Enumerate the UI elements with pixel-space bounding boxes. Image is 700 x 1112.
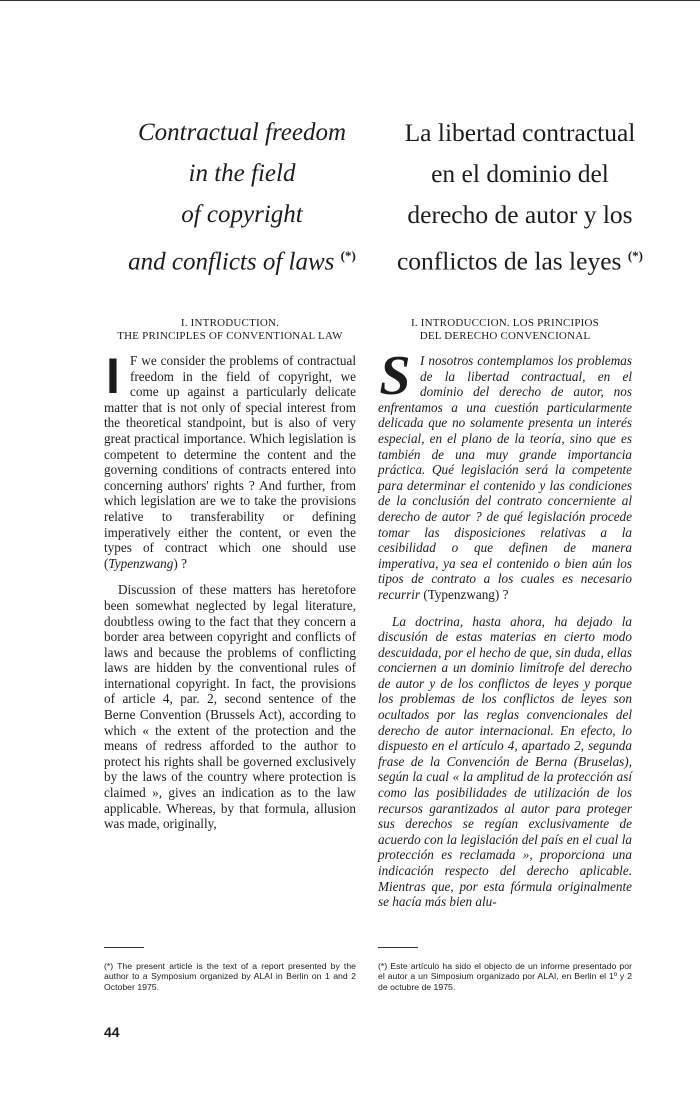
footnote-rule-es — [378, 947, 418, 948]
footnote-en: (*) The present article is the text of a report presented by the author to a Symposium organized by ALAI in Berlin on 1 and 2 October 1975. — [104, 961, 356, 992]
paragraph-en-2: Discussion of these matters has heretofore been somewhat neglected by legal literature, doubtless owing to the fact that they concern a border area between copyright and conflicts of laws and because the problems of conflicting laws are hidden by the conventional rules of international copyright. In fact, the provisions of article 4, par. 2, second sentence of the Berne Convention (Brussels Act), according to which « the extent of the protection and the means of redress afforded to the author to protect his rights shall be governed exclusively by the laws of the country where protection is claimed », gives an indication as to the law applicable. Whereas, by that formula, allusion was made, originally, — [104, 582, 356, 832]
top-rule — [0, 0, 700, 1]
paragraph-es-2: La doctrina, hasta ahora, ha dejado la discusión de estas materias en cierto modo descuidada, por el hecho de que, sin duda, ellas conciernen a un dominio limítrofe del derecho de autor y de los conflictos de leyes y porque los problemas de los conflictos de leyes son ocultados por las reglas convencionales del derecho de autor internacional. En efecto, lo dispuesto en el artículo 4, apartado 2, segunda frase de la Convención de Berna (Bruselas), según la cual « la amplitud de la protección así como las posibilidades de utilización de los recursos garantizados al autor para proteger sus derechos se regían exclusivamente de acuerdo con la legislación del país en el cual la protección es reclamada », proporciona una indicación respecto del derecho aplicable. Mientras que, por esta fórmula originalmente se hacía más bien alu- — [378, 613, 632, 910]
section-heading-en — [104, 317, 356, 343]
title-es-line-1: La libertad contractual — [404, 118, 636, 147]
title-en-line-1: Contractual freedom — [137, 119, 347, 146]
title-spanish — [376, 112, 664, 282]
footnote-rule-en — [104, 947, 144, 948]
page-number: 44 — [104, 1024, 120, 1040]
title-es-line-4-text: conflictos de las leyes — [396, 246, 622, 276]
title-es-line-2: en el dominio del — [431, 159, 609, 188]
drop-cap-en: I — [106, 348, 120, 404]
title-en-line-4 — [112, 235, 372, 282]
spanish-column — [378, 317, 632, 921]
title-es-line-4 — [376, 235, 664, 282]
paragraph-en-1-end: ) ? — [173, 555, 187, 571]
english-column — [104, 317, 356, 843]
section-heading-es — [378, 317, 632, 343]
paragraph-es-1-text: I nosotros contemplamos los problemas de la libertad contractual, en el dominio del derecho de autor, nos enfrentamos a una cuestión particularmente delicada que no solamente presenta un interés especial, en el plano de la teoría, sino que es también de una muy grande importancia práctica. Qué legislación será la competente para determinar el contenido y las condiciones de la conclusión del contrato concerniente al derecho de autor ? de qué legislación procede tomar las disposiciones relativas a la cesibilidad o que definen de manera imperativa, ya sea el contenido o bien aún los tipos de contrato a los cuales es necesario recurrir — [378, 353, 632, 602]
paragraph-en-1-italic: Typenzwang — [108, 555, 174, 571]
paragraph-en-1-text: F we consider the problems of contractual freedom in the field of copyright, we come up against a particularly delicate matter that is not only of special interest from the theoretical standpoint, but is also of very great practical importance. Which legislation is competent to determine the content and the governing conditions of contracts entered into concerning authors' rights ? And further, from which legislation are we to take the provisions relative to transferability or defining imperatively either the content, or even the types of contract which one should use ( — [104, 353, 356, 571]
title-en-line-2: in the field — [188, 160, 296, 187]
title-es-line-3: derecho de autor y los — [407, 200, 633, 229]
title-english — [112, 112, 372, 282]
paragraph-es-1-end: (Typenzwang) ? — [423, 586, 509, 602]
title-en-note-mark[interactable]: (*) — [340, 248, 356, 263]
drop-cap-es: S — [379, 345, 411, 407]
paragraph-en-1 — [104, 348, 356, 571]
section-heading-es-line-2: DEL DERECHO CONVENCIONAL — [419, 330, 591, 342]
paragraph-es-1 — [378, 345, 632, 603]
title-es-note-mark[interactable]: (*) — [627, 248, 644, 263]
footnote-es: (*) Este artículo ha sido el objecto de un informe presentado por el autor a un Simposium organizado por ALAI, en Berlin el 1º y 2 de octubre de 1975. — [378, 961, 632, 992]
title-en-line-4-text: and conflicts of laws — [128, 248, 335, 276]
section-heading-en-line-1: I. INTRODUCTION. — [180, 317, 280, 329]
section-heading-es-line-1: I. INTRODUCCION. LOS PRINCIPIOS — [410, 317, 600, 329]
title-en-line-3: of copyright — [181, 201, 303, 228]
section-heading-en-line-2: THE PRINCIPLES OF CONVENTIONAL LAW — [117, 330, 343, 342]
